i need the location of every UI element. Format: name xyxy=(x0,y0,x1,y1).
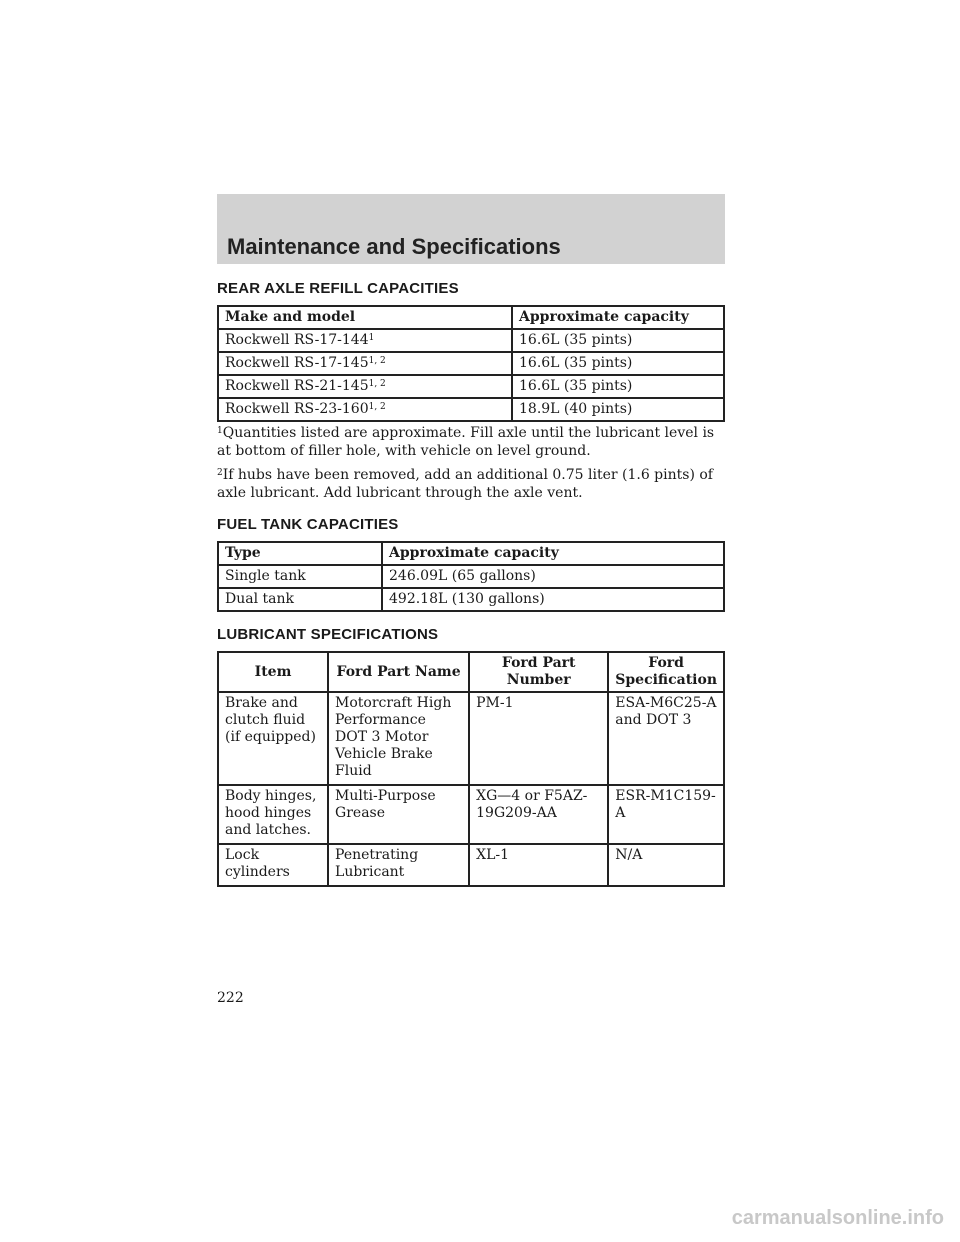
table-row xyxy=(218,398,724,421)
rear-axle-heading: REAR AXLE REFILL CAPACITIES xyxy=(217,280,459,297)
table-row xyxy=(218,692,724,785)
column-header: Item xyxy=(218,652,328,692)
table-row xyxy=(218,785,724,844)
rear-axle-table xyxy=(217,305,725,422)
footnote-ref: 1, 2 xyxy=(368,402,386,412)
table-header-row xyxy=(218,306,724,329)
column-header: Approximate capacity xyxy=(512,306,724,329)
table-cell: Single tank xyxy=(218,565,382,588)
table-cell: PM-1 xyxy=(469,692,608,785)
watermark: carmanualsonline.info xyxy=(731,1207,944,1229)
table-row xyxy=(218,352,724,375)
table-cell: N/A xyxy=(608,844,724,886)
table-row xyxy=(218,588,724,611)
table-cell: 18.9L (40 pints) xyxy=(512,398,724,421)
table-row xyxy=(218,375,724,398)
column-header: Ford Part Number xyxy=(469,652,608,692)
table-cell: Motorcraft High Performance DOT 3 Motor Vehicle Brake Fluid xyxy=(328,692,469,785)
table-cell: Brake and clutch fluid (if equipped) xyxy=(218,692,328,785)
model-name: Rockwell RS-17-144 xyxy=(225,332,369,348)
table-cell: 246.09L (65 gallons) xyxy=(382,565,724,588)
table-row xyxy=(218,329,724,352)
header-band xyxy=(217,194,725,264)
table-cell: 492.18L (130 gallons) xyxy=(382,588,724,611)
table-cell: Multi-Purpose Grease xyxy=(328,785,469,844)
fuel-tank-heading: FUEL TANK CAPACITIES xyxy=(217,516,399,533)
table-cell: ESA-M6C25-A and DOT 3 xyxy=(608,692,724,785)
table-header-row xyxy=(218,652,724,692)
footnote xyxy=(217,424,725,460)
table-cell: 16.6L (35 pints) xyxy=(512,375,724,398)
footnote-number: 2 xyxy=(217,468,223,478)
footnote-number: 1 xyxy=(217,426,223,436)
section-title: Maintenance and Specifications xyxy=(227,234,561,259)
table-cell xyxy=(218,329,512,352)
lubricant-heading: LUBRICANT SPECIFICATIONS xyxy=(217,626,439,643)
table-cell: Lock cylinders xyxy=(218,844,328,886)
column-header: Ford Specification xyxy=(608,652,724,692)
table-header-row xyxy=(218,542,724,565)
model-name: Rockwell RS-23-160 xyxy=(225,401,369,417)
column-header: Approximate capacity xyxy=(382,542,724,565)
lubricant-table xyxy=(217,651,725,887)
table-cell: ESR-M1C159-A xyxy=(608,785,724,844)
model-name: Rockwell RS-17-145 xyxy=(225,355,369,371)
footnote-ref: 1, 2 xyxy=(368,379,386,389)
page-content xyxy=(217,272,725,887)
model-name: Rockwell RS-21-145 xyxy=(225,378,369,394)
table-cell: Body hinges, hood hinges and latches. xyxy=(218,785,328,844)
footnote-ref: 1, 2 xyxy=(368,356,386,366)
fuel-tank-table xyxy=(217,541,725,612)
footnote-text: Quantities listed are approximate. Fill axle until the lubricant level is at bottom of filler hole, with vehicle on level ground. xyxy=(217,425,715,459)
footnote-text: If hubs have been removed, add an additional 0.75 liter (1.6 pints) of axle lubricant. Add lubricant through the axle vent. xyxy=(217,467,713,501)
column-header: Ford Part Name xyxy=(328,652,469,692)
table-cell xyxy=(218,352,512,375)
page-number: 222 xyxy=(217,990,244,1006)
table-cell: Penetrating Lubricant xyxy=(328,844,469,886)
column-header: Type xyxy=(218,542,382,565)
footnote xyxy=(217,466,725,502)
column-header: Make and model xyxy=(218,306,512,329)
table-row xyxy=(218,565,724,588)
footnote-ref: 1 xyxy=(368,333,375,343)
table-cell: XG—4 or F5AZ-19G209-AA xyxy=(469,785,608,844)
table-row xyxy=(218,844,724,886)
table-cell: XL-1 xyxy=(469,844,608,886)
table-cell: Dual tank xyxy=(218,588,382,611)
table-cell xyxy=(218,398,512,421)
table-cell xyxy=(218,375,512,398)
table-cell: 16.6L (35 pints) xyxy=(512,329,724,352)
table-cell: 16.6L (35 pints) xyxy=(512,352,724,375)
